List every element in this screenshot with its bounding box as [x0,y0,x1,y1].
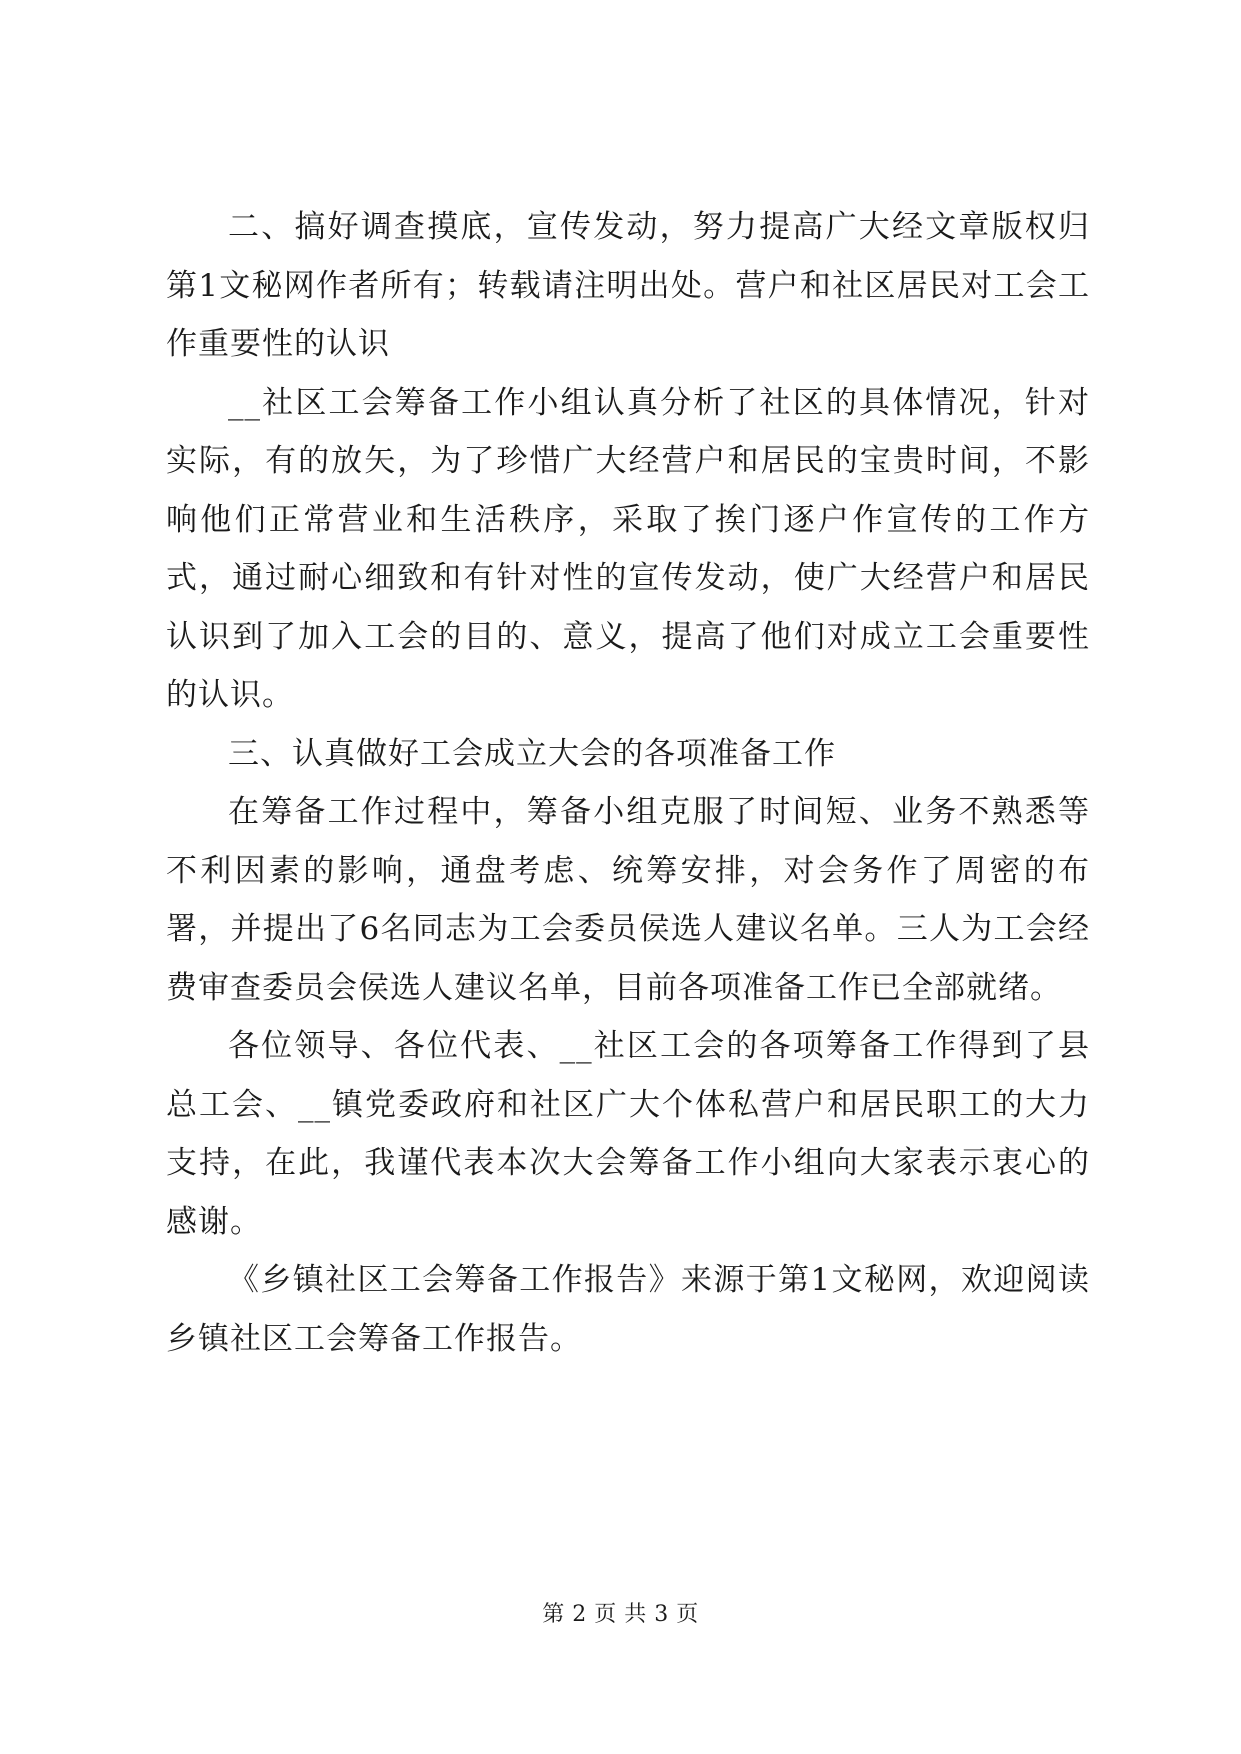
paragraph-thanks: 各位领导、各位代表、__社区工会的各项筹备工作得到了县总工会、__镇党委政府和社区广大个体私营户和居民职工的大力支持，在此，我谨代表本次大会筹备工作小组向大家表示衷心的感谢。 [166,1028,1090,1240]
page-number-footer: 第 2 页 共 3 页 [542,1602,699,1627]
paragraph-preparation: 在筹备工作过程中，筹备小组克服了时间短、业务不熟悉等不利因素的影响，通盘考虑、统筹安排，对会务作了周密的布署，并提出了6名同志为工会委员侯选人建议名单。三人为工会经费审查委员会侯选人建议名单，目前各项准备工作已全部就绪。 [166,794,1090,1006]
document-body [166,198,1090,1368]
paragraph-source-note: 《乡镇社区工会筹备工作报告》来源于第1文秘网，欢迎阅读乡镇社区工会筹备工作报告。 [166,1262,1090,1357]
paragraph-publicity: __社区工会筹备工作小组认真分析了社区的具体情况，针对实际，有的放矢，为了珍惜广大经营户和居民的宝贵时间，不影响他们正常营业和生活秩序，采取了挨门逐户作宣传的工作方式，通过耐心细致和有针对性的宣传发动，使广大经营户和居民认识到了加入工会的目的、意义，提高了他们对成立工会重要性的认识。 [166,384,1090,713]
paragraph-section-three-heading: 三、认真做好工会成立大会的各项准备工作 [228,735,836,772]
paragraph-section-two-heading: 二、搞好调查摸底，宣传发动，努力提高广大经文章版权归第1文秘网作者所有；转载请注明出处。营户和社区居民对工会工作重要性的认识 [166,209,1090,362]
